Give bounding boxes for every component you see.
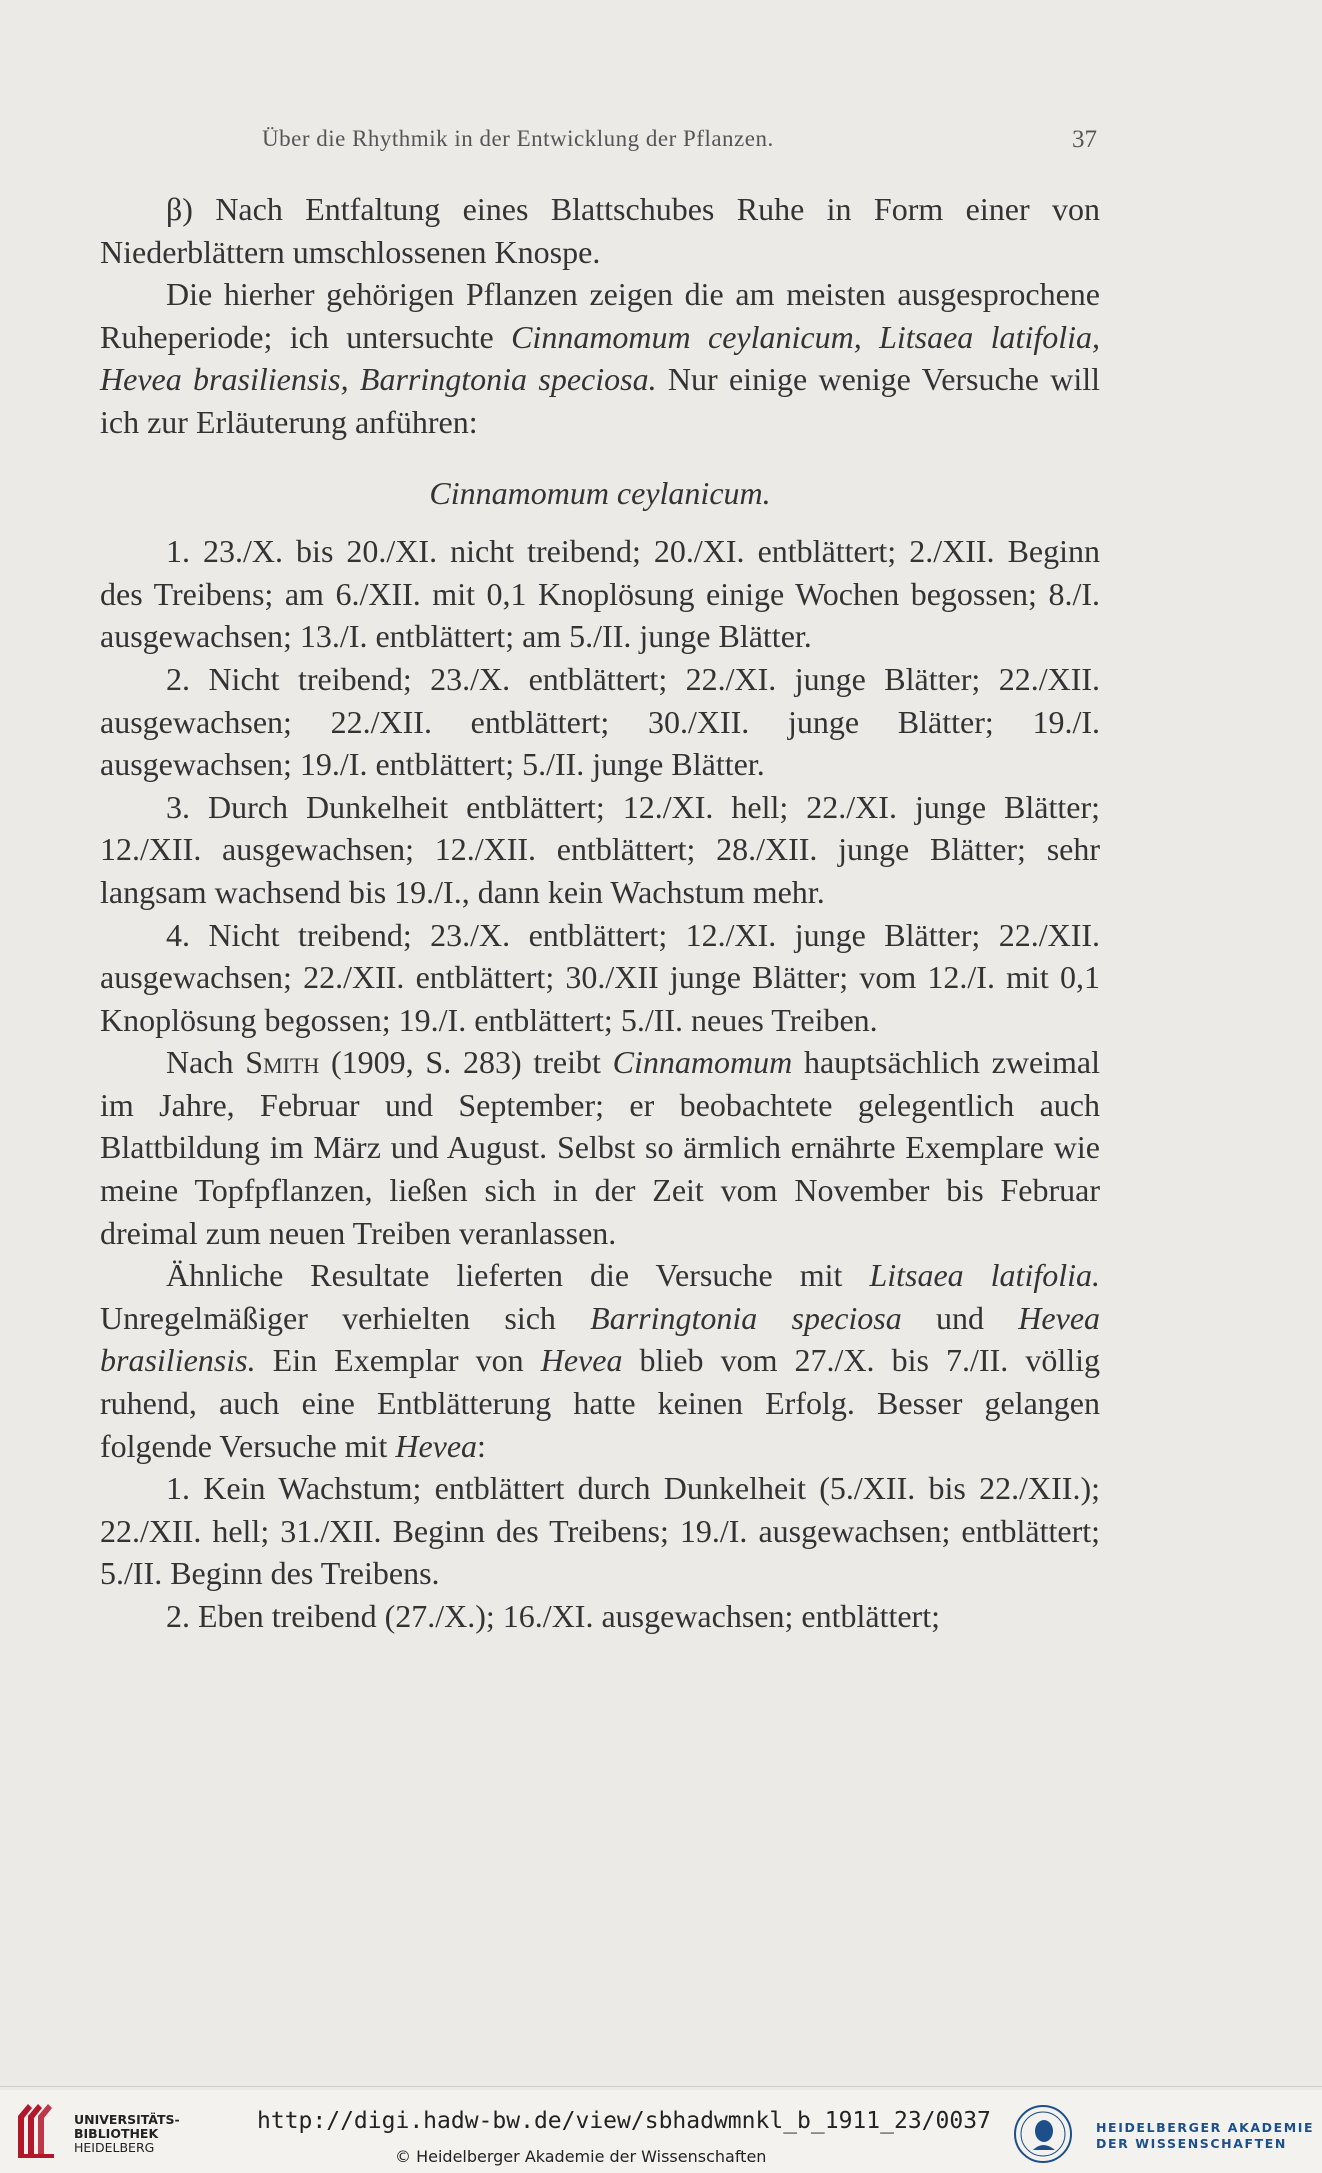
paragraph-smith <box>100 1041 1100 1254</box>
paragraph-plants <box>100 273 1100 443</box>
experiment-item-3: 3. Durch Dunkelheit entblättert; 12./XI. hell; 22./XI. junge Blätter; 12./XII. ausgewachsen; 12./XII. entblättert; 28./XII. junge Blätter; sehr langsam wachsend bis 19./I., dann kein Wachstum mehr. <box>100 788 1100 910</box>
experiment-item-1: 1. 23./X. bis 20./XI. nicht treibend; 20./XI. entblättert; 2./XII. Beginn des Treibens; am 6./XII. mit 0,1 Knoplösung einige Wochen begossen; 8./I. ausgewachsen; 13./I. entblättert; am 5./II. junge Blätter. <box>100 533 1100 655</box>
text-run: Die hierher gehörigen Pflanzen zeigen die am meisten ausgesprochene Ruheperiode; ich untersuchte <box>100 276 1100 355</box>
university-library-name <box>74 2113 180 2155</box>
paragraph-beta: β) Nach Entfaltung eines Blattschubes Ruhe in Form einer von Niederblättern umschlossenen Knospe. <box>100 191 1100 270</box>
permalink-url[interactable]: http://digi.hadw-bw.de/view/sbhadwmnkl_b_1911_23/0037 <box>257 2108 991 2134</box>
footer-divider <box>0 2086 1322 2087</box>
hevea-item-1: 1. Kein Wachstum; entblättert durch Dunkelheit (5./XII. bis 22./XII.); 22./XII. hell; 31./XII. Beginn des Treibens; 19./I. ausgewachsen; entblättert; 5./II. Beginn des Treibens. <box>100 1470 1100 1592</box>
running-title: Über die Rhythmik in der Entwicklung der Pflanzen. <box>262 126 774 151</box>
text-run: Ähnliche Resultate lieferten die Versuche mit <box>166 1257 870 1294</box>
species-name: Hevea <box>540 1342 623 1379</box>
copyright-notice: © Heidelberger Akademie der Wissenschaften <box>395 2147 767 2166</box>
text-run: blieb vom 27./X. bis 7./II. völlig ruhend, auch eine Entblätterung hatte keinen Erfolg. Besser gelangen folgende Versuche mit <box>100 1342 1100 1464</box>
page-number: 37 <box>1072 126 1097 153</box>
text-run: Nach <box>166 1044 246 1081</box>
academy-line: DER WISSENSCHAFTEN <box>1096 2136 1287 2151</box>
text-run: hauptsächlich zweimal im Jahre, Februar und September; er beobachtete gelegentlich auch Blattbildung im März und August. Selbst so ärmlich ernährte Exemplare wie meine Topfpflanzen, ließen sich in der Zeit vom November bis Februar dreimal zum neuen Treiben veranlassen. <box>100 1044 1101 1251</box>
paragraph-similar-results <box>100 1254 1100 1467</box>
species-name: Litsaea latifolia. <box>869 1257 1101 1294</box>
text-run: Unregelmäßiger verhielten sich <box>100 1299 591 1336</box>
experiment-item-2: 2. Nicht treibend; 23./X. entblättert; 22./XI. junge Blätter; 22./XII. ausgewachsen; 22./XII. entblättert; 30./XII. junge Blätter; 19./I. ausgewachsen; 19./I. entblättert; 5./II. junge Blätter. <box>100 660 1100 783</box>
species-name: Hevea <box>395 1427 478 1464</box>
body-text <box>100 188 1100 1638</box>
academy-seal-icon <box>1013 2104 1073 2164</box>
library-line: BIBLIOTHEK <box>74 2126 159 2141</box>
library-line: UNIVERSITÄTS- <box>74 2112 180 2127</box>
university-library-logo-icon <box>14 2100 60 2160</box>
text-run: (1909, S. 283) treibt <box>319 1044 613 1081</box>
library-line: HEIDELBERG <box>74 2140 155 2155</box>
species-list: Cinnamomum ceylanicum, Litsaea latifolia, Hevea brasiliensis, Barringtonia speciosa. <box>100 318 1101 398</box>
hevea-item-2: 2. Eben treibend (27./X.); 16./XI. ausgewachsen; entblättert; <box>166 1598 940 1634</box>
species-name: Cinnamomum <box>612 1044 793 1081</box>
species-name: Barringtonia speciosa <box>590 1299 902 1336</box>
text-run: Nur einige wenige Versuche will ich zur Erläuterung anführen: <box>100 361 1101 440</box>
text-run: : <box>477 1427 486 1464</box>
text-run: und <box>901 1299 1019 1336</box>
academy-line: HEIDELBERGER AKADEMIE <box>1096 2120 1315 2135</box>
experiment-item-4: 4. Nicht treibend; 23./X. entblättert; 12./XI. junge Blätter; 22./XII. ausgewachsen; 22./XII. entblättert; 30./XII junge Blätter; vom 12./I. mit 0,1 Knoplösung begossen; 19./I. entblättert; 5./II. neues Treiben. <box>100 916 1100 1038</box>
author-name: Smith <box>245 1044 320 1081</box>
text-run: Ein Exemplar von <box>255 1342 541 1379</box>
section-heading: Cinnamomum ceylanicum. <box>429 474 771 511</box>
species-name: Hevea brasiliensis. <box>100 1299 1101 1379</box>
academy-name <box>1096 2120 1314 2152</box>
